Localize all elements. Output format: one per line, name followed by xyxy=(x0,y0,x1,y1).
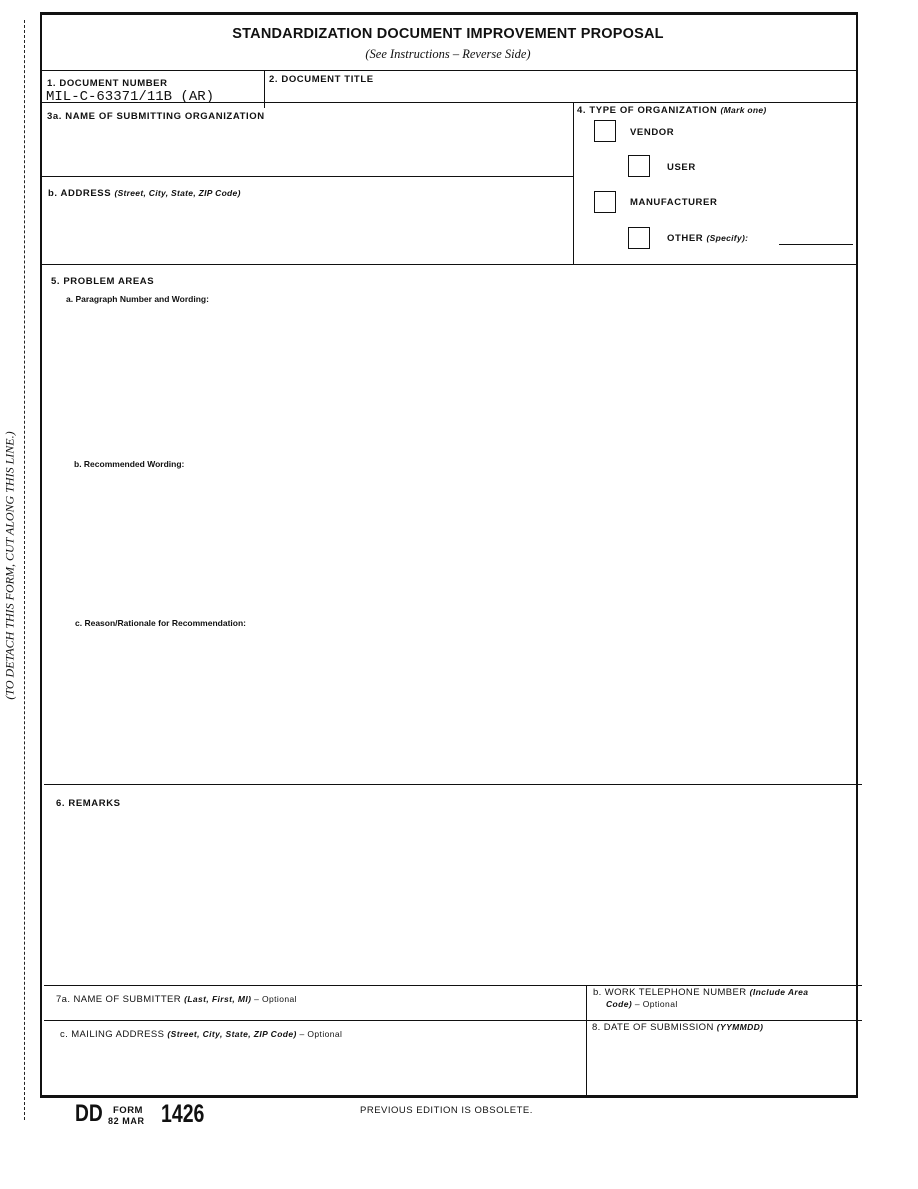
footer-form-number: 1426 xyxy=(161,1100,205,1128)
manufacturer-label: MANUFACTURER xyxy=(630,197,718,208)
rationale-label: c. Reason/Rationale for Recommendation: xyxy=(75,618,246,628)
submitter-name-label-hint: (Last, First, MI) xyxy=(184,994,252,1004)
footer-form-date: 82 MAR xyxy=(108,1116,145,1126)
col-divider-7 xyxy=(586,985,587,1095)
manufacturer-checkbox[interactable] xyxy=(594,191,616,213)
work-phone-label-hint2: Code) xyxy=(606,999,633,1009)
other-label-hint: (Specify): xyxy=(706,233,749,243)
address-label-hint: (Street, City, State, ZIP Code) xyxy=(114,188,241,198)
frame-left xyxy=(40,12,42,1097)
submitter-name-label xyxy=(56,994,297,1005)
work-phone-label xyxy=(593,987,808,998)
work-phone-label-hint: (Include Area xyxy=(749,987,809,997)
document-number-value[interactable]: MIL-C-63371/11B (AR) xyxy=(46,89,215,105)
remarks-field[interactable] xyxy=(52,812,852,980)
row-divider-6 xyxy=(44,985,862,986)
col-divider-3-4 xyxy=(573,102,574,265)
submission-date-label-hint: (YYMMDD) xyxy=(716,1022,764,1032)
org-type-label xyxy=(577,105,767,116)
submission-date-label-text: 8. DATE OF SUBMISSION xyxy=(592,1022,714,1033)
submitter-name-label-text: 7a. NAME OF SUBMITTER xyxy=(56,994,182,1005)
submitter-name-optional: – Optional xyxy=(251,994,297,1004)
submitting-org-label: 3a. NAME OF SUBMITTING ORGANIZATION xyxy=(47,111,265,122)
other-label-text: OTHER xyxy=(667,233,704,244)
paragraph-wording-label: a. Paragraph Number and Wording: xyxy=(66,294,209,304)
row-divider-3a-3b xyxy=(40,176,574,177)
mailing-address-label xyxy=(60,1029,342,1040)
vendor-label: VENDOR xyxy=(630,127,675,138)
work-phone-optional: – Optional xyxy=(632,999,678,1009)
work-phone-label-line2 xyxy=(606,999,678,1010)
address-label xyxy=(48,188,241,199)
user-checkbox[interactable] xyxy=(628,155,650,177)
frame-right xyxy=(856,12,858,1097)
document-title-label: 2. DOCUMENT TITLE xyxy=(269,74,374,85)
remarks-label: 6. REMARKS xyxy=(56,798,121,809)
submission-date-label xyxy=(592,1022,763,1033)
recommended-wording-field[interactable] xyxy=(60,473,850,613)
row-divider-4 xyxy=(40,264,858,265)
problem-areas-label: 5. PROBLEM AREAS xyxy=(51,276,155,287)
row-divider-7 xyxy=(44,1020,862,1021)
frame-bottom xyxy=(40,1095,858,1098)
footer-dd: DD xyxy=(75,1100,103,1127)
document-number-label: 1. DOCUMENT NUMBER xyxy=(47,78,168,89)
other-specify-line[interactable] xyxy=(779,244,853,245)
org-type-label-text: 4. TYPE OF ORGANIZATION xyxy=(577,105,718,116)
mailing-address-field[interactable] xyxy=(52,1043,582,1091)
user-label: USER xyxy=(667,162,696,173)
recommended-wording-label: b. Recommended Wording: xyxy=(74,459,185,469)
mailing-address-optional: – Optional xyxy=(296,1029,343,1039)
submitting-org-field[interactable] xyxy=(44,125,570,173)
work-phone-label-text: b. WORK TELEPHONE NUMBER xyxy=(593,987,747,998)
row-divider-5 xyxy=(44,784,862,785)
rationale-field[interactable] xyxy=(60,632,850,780)
footer-obsolete-note: PREVIOUS EDITION IS OBSOLETE. xyxy=(360,1105,533,1116)
other-label xyxy=(667,233,748,244)
form-subtitle: (See Instructions – Reverse Side) xyxy=(365,47,531,61)
other-checkbox[interactable] xyxy=(628,227,650,249)
org-type-label-hint: (Mark one) xyxy=(720,105,767,115)
document-title-value[interactable] xyxy=(270,88,850,100)
mailing-address-label-hint: (Street, City, State, ZIP Code) xyxy=(167,1029,297,1039)
frame-top xyxy=(40,12,858,15)
footer-form-word: FORM xyxy=(113,1105,143,1116)
row-divider-1 xyxy=(40,70,858,71)
detach-note: (TO DETACH THIS FORM, CUT ALONG THIS LINE.) xyxy=(3,406,18,726)
cut-line xyxy=(24,20,25,1120)
form-title: STANDARDIZATION DOCUMENT IMPROVEMENT PROPOSAL xyxy=(232,26,664,42)
vendor-checkbox[interactable] xyxy=(594,120,616,142)
address-field[interactable] xyxy=(44,202,570,260)
paragraph-wording-field[interactable] xyxy=(60,308,850,453)
address-label-text: b. ADDRESS xyxy=(48,188,112,199)
submission-date-field[interactable] xyxy=(590,1036,852,1091)
mailing-address-label-text: c. MAILING ADDRESS xyxy=(60,1029,165,1040)
submitter-name-field[interactable] xyxy=(52,1006,582,1018)
